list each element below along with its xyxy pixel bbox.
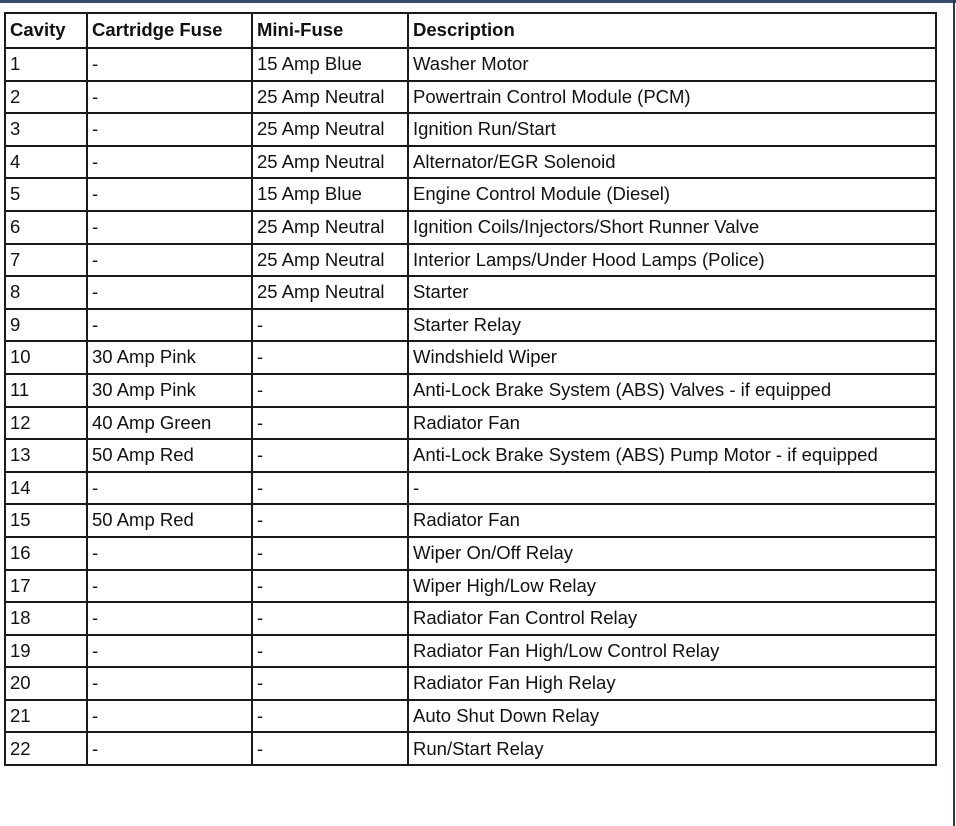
- header-mini-fuse: Mini-Fuse: [252, 13, 408, 48]
- header-cavity: Cavity: [5, 13, 87, 48]
- cartridge-fuse-cell: -: [87, 570, 252, 603]
- cavity-cell: 4: [5, 146, 87, 179]
- description-cell: Wiper High/Low Relay: [408, 570, 936, 603]
- cavity-cell: 22: [5, 732, 87, 765]
- right-border-rule: [953, 0, 955, 826]
- header-row: [5, 13, 936, 48]
- mini-fuse-cell: -: [252, 341, 408, 374]
- table-body: [5, 48, 936, 765]
- description-cell: -: [408, 472, 936, 505]
- description-cell: Anti-Lock Brake System (ABS) Pump Motor - if equipped: [408, 439, 936, 472]
- mini-fuse-cell: -: [252, 732, 408, 765]
- cartridge-fuse-cell: -: [87, 472, 252, 505]
- mini-fuse-cell: 25 Amp Neutral: [252, 146, 408, 179]
- table-row: [5, 635, 936, 668]
- cartridge-fuse-cell: -: [87, 537, 252, 570]
- table-row: [5, 439, 936, 472]
- mini-fuse-cell: -: [252, 309, 408, 342]
- description-cell: Starter: [408, 276, 936, 309]
- cavity-cell: 6: [5, 211, 87, 244]
- cartridge-fuse-cell: -: [87, 276, 252, 309]
- description-cell: Auto Shut Down Relay: [408, 700, 936, 733]
- mini-fuse-cell: -: [252, 504, 408, 537]
- description-cell: Ignition Run/Start: [408, 113, 936, 146]
- mini-fuse-cell: -: [252, 537, 408, 570]
- mini-fuse-cell: -: [252, 602, 408, 635]
- cavity-cell: 10: [5, 341, 87, 374]
- description-cell: Alternator/EGR Solenoid: [408, 146, 936, 179]
- table-row: [5, 178, 936, 211]
- cavity-cell: 11: [5, 374, 87, 407]
- description-cell: Radiator Fan: [408, 407, 936, 440]
- mini-fuse-cell: 15 Amp Blue: [252, 48, 408, 81]
- table-row: [5, 407, 936, 440]
- cavity-cell: 8: [5, 276, 87, 309]
- cartridge-fuse-cell: -: [87, 732, 252, 765]
- cavity-cell: 12: [5, 407, 87, 440]
- cartridge-fuse-cell: 50 Amp Red: [87, 504, 252, 537]
- cartridge-fuse-cell: -: [87, 309, 252, 342]
- mini-fuse-cell: -: [252, 407, 408, 440]
- cartridge-fuse-cell: -: [87, 700, 252, 733]
- table-row: [5, 667, 936, 700]
- description-cell: Radiator Fan High Relay: [408, 667, 936, 700]
- table-row: [5, 504, 936, 537]
- cartridge-fuse-cell: -: [87, 667, 252, 700]
- table-row: [5, 472, 936, 505]
- description-cell: Interior Lamps/Under Hood Lamps (Police): [408, 244, 936, 277]
- cavity-cell: 14: [5, 472, 87, 505]
- cartridge-fuse-cell: -: [87, 81, 252, 114]
- table-row: [5, 341, 936, 374]
- cavity-cell: 17: [5, 570, 87, 603]
- cavity-cell: 20: [5, 667, 87, 700]
- cartridge-fuse-cell: -: [87, 146, 252, 179]
- cavity-cell: 15: [5, 504, 87, 537]
- cavity-cell: 1: [5, 48, 87, 81]
- cartridge-fuse-cell: -: [87, 602, 252, 635]
- cavity-cell: 18: [5, 602, 87, 635]
- cavity-cell: 13: [5, 439, 87, 472]
- mini-fuse-cell: 25 Amp Neutral: [252, 81, 408, 114]
- mini-fuse-cell: 25 Amp Neutral: [252, 211, 408, 244]
- cavity-cell: 9: [5, 309, 87, 342]
- cavity-cell: 7: [5, 244, 87, 277]
- mini-fuse-cell: 25 Amp Neutral: [252, 113, 408, 146]
- table-row: [5, 211, 936, 244]
- description-cell: Washer Motor: [408, 48, 936, 81]
- cartridge-fuse-cell: 30 Amp Pink: [87, 374, 252, 407]
- cavity-cell: 19: [5, 635, 87, 668]
- table-row: [5, 146, 936, 179]
- mini-fuse-cell: 15 Amp Blue: [252, 178, 408, 211]
- cartridge-fuse-cell: -: [87, 48, 252, 81]
- description-cell: Starter Relay: [408, 309, 936, 342]
- cavity-cell: 21: [5, 700, 87, 733]
- table-row: [5, 48, 936, 81]
- description-cell: Radiator Fan: [408, 504, 936, 537]
- cartridge-fuse-cell: 30 Amp Pink: [87, 341, 252, 374]
- mini-fuse-cell: 25 Amp Neutral: [252, 244, 408, 277]
- mini-fuse-cell: -: [252, 667, 408, 700]
- description-cell: Ignition Coils/Injectors/Short Runner Valve: [408, 211, 936, 244]
- mini-fuse-cell: -: [252, 439, 408, 472]
- table-header: [5, 13, 936, 48]
- header-description: Description: [408, 13, 936, 48]
- description-cell: Radiator Fan High/Low Control Relay: [408, 635, 936, 668]
- table-row: [5, 276, 936, 309]
- description-cell: Radiator Fan Control Relay: [408, 602, 936, 635]
- mini-fuse-cell: -: [252, 472, 408, 505]
- description-cell: Windshield Wiper: [408, 341, 936, 374]
- description-cell: Wiper On/Off Relay: [408, 537, 936, 570]
- table-row: [5, 81, 936, 114]
- cartridge-fuse-cell: -: [87, 635, 252, 668]
- top-border-rule: [0, 0, 956, 3]
- table-row: [5, 602, 936, 635]
- cartridge-fuse-cell: 50 Amp Red: [87, 439, 252, 472]
- mini-fuse-cell: -: [252, 570, 408, 603]
- table-row: [5, 570, 936, 603]
- mini-fuse-cell: -: [252, 700, 408, 733]
- table-row: [5, 309, 936, 342]
- cavity-cell: 2: [5, 81, 87, 114]
- table-row: [5, 732, 936, 765]
- table-row: [5, 374, 936, 407]
- mini-fuse-cell: 25 Amp Neutral: [252, 276, 408, 309]
- description-cell: Powertrain Control Module (PCM): [408, 81, 936, 114]
- cavity-cell: 3: [5, 113, 87, 146]
- header-cartridge-fuse: Cartridge Fuse: [87, 13, 252, 48]
- cavity-cell: 5: [5, 178, 87, 211]
- cartridge-fuse-cell: -: [87, 178, 252, 211]
- cartridge-fuse-cell: -: [87, 211, 252, 244]
- cavity-cell: 16: [5, 537, 87, 570]
- table-row: [5, 537, 936, 570]
- mini-fuse-cell: -: [252, 374, 408, 407]
- table-row: [5, 113, 936, 146]
- description-cell: Engine Control Module (Diesel): [408, 178, 936, 211]
- table-row: [5, 700, 936, 733]
- table-row: [5, 244, 936, 277]
- cartridge-fuse-cell: 40 Amp Green: [87, 407, 252, 440]
- description-cell: Run/Start Relay: [408, 732, 936, 765]
- cartridge-fuse-cell: -: [87, 244, 252, 277]
- mini-fuse-cell: -: [252, 635, 408, 668]
- fuse-table: [4, 12, 937, 766]
- cartridge-fuse-cell: -: [87, 113, 252, 146]
- description-cell: Anti-Lock Brake System (ABS) Valves - if equipped: [408, 374, 936, 407]
